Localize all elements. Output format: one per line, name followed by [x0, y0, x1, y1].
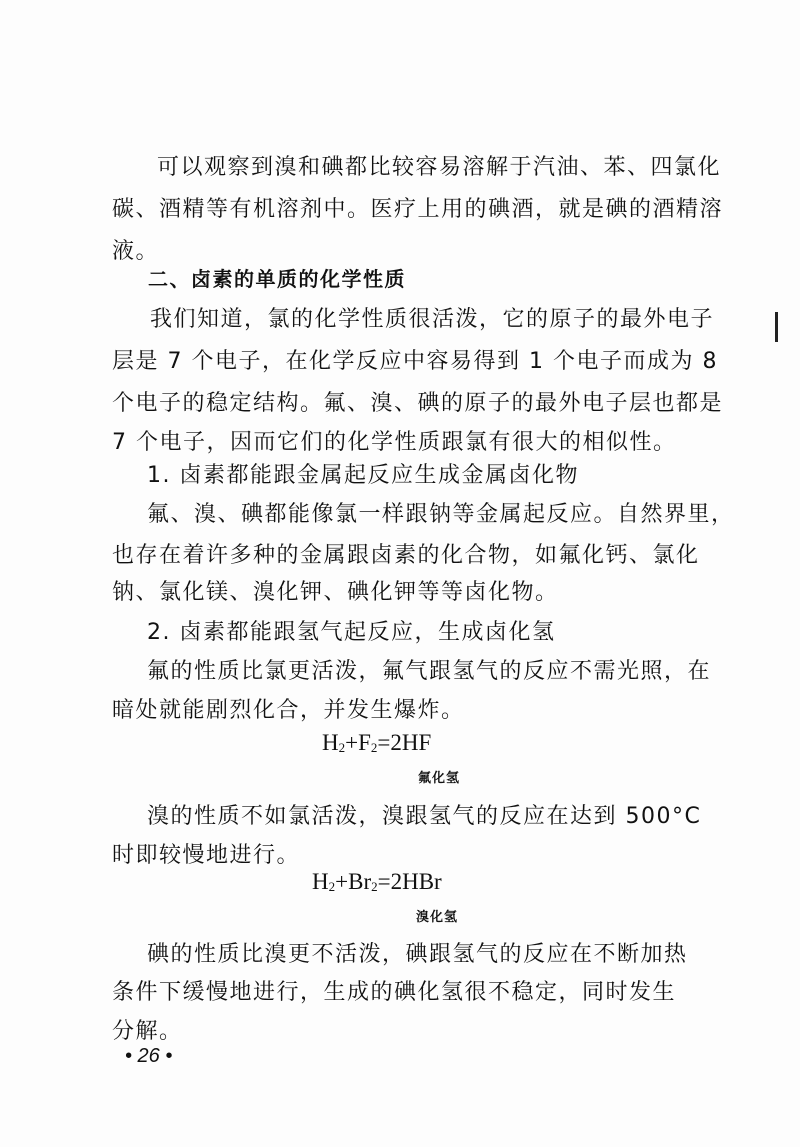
text-line: 氟、溴、碘都能像氯一样跟钠等金属起反应。自然界里， [147, 502, 735, 527]
text-line: 钠、氯化镁、溴化钾、碘化钾等等卤化物。 [112, 580, 559, 605]
text-line: 时即较慢地进行。 [112, 843, 301, 868]
subheading: 1. 卤素都能跟金属起反应生成金属卤化物 [147, 463, 579, 488]
text-line: 也存在着许多种的金属跟卤素的化合物，如氟化钙、氯化 [112, 543, 700, 568]
text-line: 我们知道，氯的化学性质很活泼，它的原子的最外电子 [150, 307, 715, 332]
section-heading: 二、卤素的单质的化学性质 [148, 267, 406, 291]
text-line: 暗处就能剧烈化合，并发生爆炸。 [112, 698, 465, 723]
text-line: 碘的性质比溴更不活泼，碘跟氢气的反应在不断加热 [147, 942, 688, 967]
text-line: 7 个电子，因而它们的化学性质跟氯有很大的相似性。 [112, 430, 677, 455]
chemical-equation: $H_2+F_2=2HF$ [322, 730, 432, 755]
page-number: • 26 • [125, 1045, 173, 1067]
text-line: 氟的性质比氯更活泼，氟气跟氢气的反应不需光照，在 [147, 659, 712, 684]
text-line: 层是 7 个电子，在化学反应中容易得到 1 个电子而成为 8 [112, 349, 718, 374]
scan-artifact-mark [775, 312, 778, 342]
text-line: 分解。 [112, 1019, 183, 1044]
chemical-equation: $H_2+Br_2=2HBr$ [312, 869, 442, 894]
text-line: 个电子的稳定结构。氟、溴、碘的原子的最外电子层也都是 [112, 391, 724, 416]
text-line: 碳、酒精等有机溶剂中。医疗上用的碘酒，就是碘的酒精溶 [112, 197, 724, 222]
text-line: 条件下缓慢地进行，生成的碘化氢很不稳定，同时发生 [112, 980, 677, 1005]
equation-label: 溴化氢 [416, 910, 459, 925]
text-line: 可以观察到溴和碘都比较容易溶解于汽油、苯、四氯化 [157, 155, 722, 180]
text-line: 液。 [112, 239, 160, 264]
text-line: 溴的性质不如氯活泼，溴跟氢气的反应在达到 500°C [147, 804, 702, 829]
subheading: 2. 卤素都能跟氢气起反应，生成卤化氢 [147, 620, 556, 645]
equation-label: 氟化氢 [418, 771, 461, 786]
